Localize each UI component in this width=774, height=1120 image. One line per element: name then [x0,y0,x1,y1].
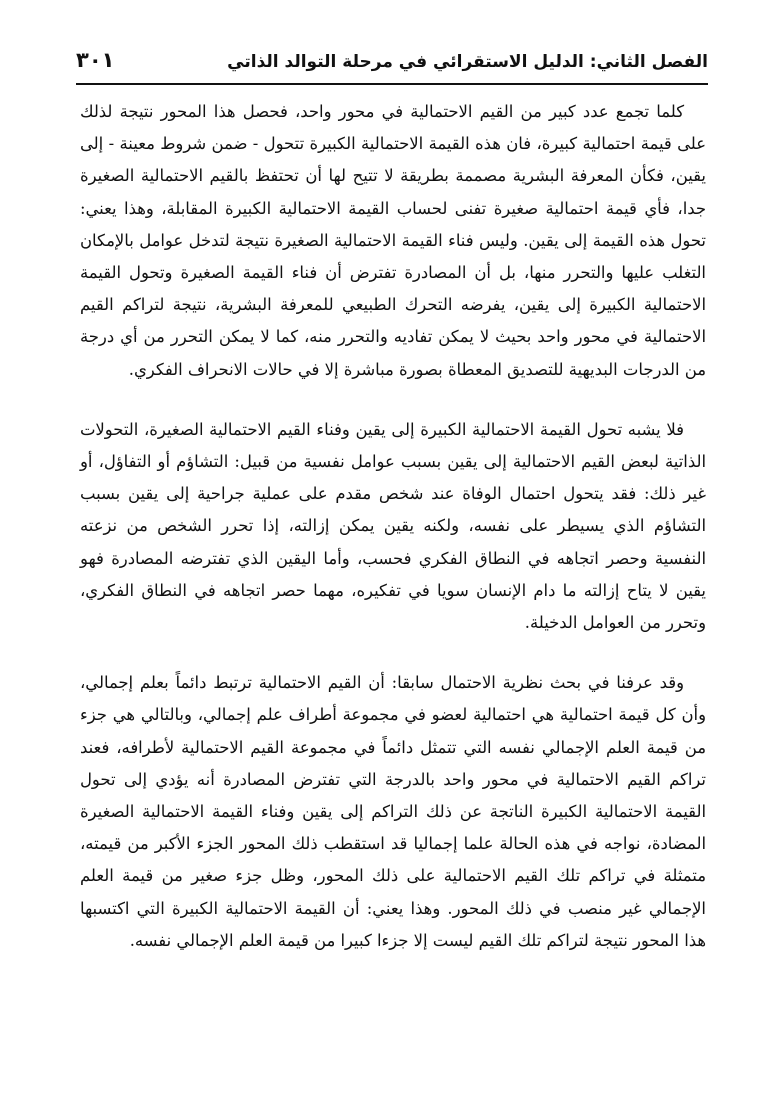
header-divider [76,83,708,85]
paragraph-3: وقد عرفنا في بحث نظرية الاحتمال سابقا: أن القيم الاحتمالية ترتبط دائماً بعلم إجمالي، وأن كل قيمة احتمالية هي احتمالية لعضو في مجموعة أطراف علم إجمالي، وبالتالي هي جزء من قيمة العلم الإجمالي نفسه التي تتمثل دائماً في مجموعة القيم الاحتمالية لأطرافه، فعند تراكم القيم الاحتمالية في محور واحد بالدرجة التي تفترض المصادرة أنه يؤدي إلى تحول القيمة الاحتمالية الكبيرة الناتجة عن ذلك التراكم إلى يقين وفناء القيمة الاحتمالية الصغيرة المضادة، نواجه في هذه الحالة علما إجماليا قد استقطب ذلك المحور الجزء الأكبر من قيمته، متمثلة في تراكم تلك القيم الاحتمالية على ذلك المحور، وظل جزء صغير من قيمة العلم الإجمالي غير منصب في ذلك المحور. وهذا يعني: أن القيمة الاحتمالية الكبيرة التي اكتسبها هذا المحور نتيجة لتراكم تلك القيم ليست إلا جزءا كبيرا من قيمة العلم الإجمالي نفسه. [80,673,706,950]
body-text [80,96,706,957]
chapter-title: الفصل الثاني: الدليل الاستقرائي في مرحلة التوالد الذاتي [227,52,708,72]
paragraph-2: فلا يشبه تحول القيمة الاحتمالية الكبيرة إلى يقين وفناء القيم الاحتمالية الصغيرة، التحولات الذاتية لبعض القيم الاحتمالية إلى يقين بسبب عوامل نفسية من قبيل: التشاؤم أو التفاؤل، أو غير ذلك: فقد يتحول احتمال الوفاة عند شخص مقدم على عملية جراحية إلى يقين بسبب التشاؤم الذي يسيطر على نفسه، ولكنه يقين يمكن إزالته، إذا تحرر الشخص من نزعته النفسية وحصر اتجاهه في النطاق الفكري فحسب، وأما اليقين الذي تفترضه المصادرة فهو يقين لا يتاح إزالته ما دام الإنسان سويا في تفكيره، مهما حصر اتجاهه في النطاق الفكري، وتحرر من العوامل الدخيلة. [80,419,706,633]
running-header [76,36,708,80]
paragraph-1: كلما تجمع عدد كبير من القيم الاحتمالية في محور واحد، فحصل هذا المحور نتيجة لذلك على قيمة احتمالية كبيرة، فان هذه القيمة الاحتمالية الكبيرة تتحول - ضمن شروط معينة - إلى يقين، فكأن المعرفة البشرية مصممة بطريقة لا تتيح لها أن تحتفظ بالقيم الاحتمالية الصغيرة جدا، فأي قيمة احتمالية صغيرة تفنى لحساب القيمة الاحتمالية الكبيرة المقابلة، وهذا يعني: تحول هذه القيمة إلى يقين. وليس فناء القيمة الاحتمالية الصغيرة نتيجة لتدخل عوامل بالإمكان التغلب عليها والتحرر منها، بل أن المصادرة تفترض أن فناء القيمة الصغيرة وتحول القيمة الاحتمالية الكبيرة إلى يقين، يفرضه التحرك الطبيعي للمعرفة البشرية، نتيجة لتراكم القيم الاحتمالية في محور واحد بحيث لا يمكن تفاديه والتحرر منه، كما لا يمكن التحرر من أي درجة من الدرجات البديهية للتصديق المعطاة بصورة مباشرة إلا في حالات الانحراف الفكري. [80,102,706,379]
page-number: ٣٠١ [76,48,115,72]
